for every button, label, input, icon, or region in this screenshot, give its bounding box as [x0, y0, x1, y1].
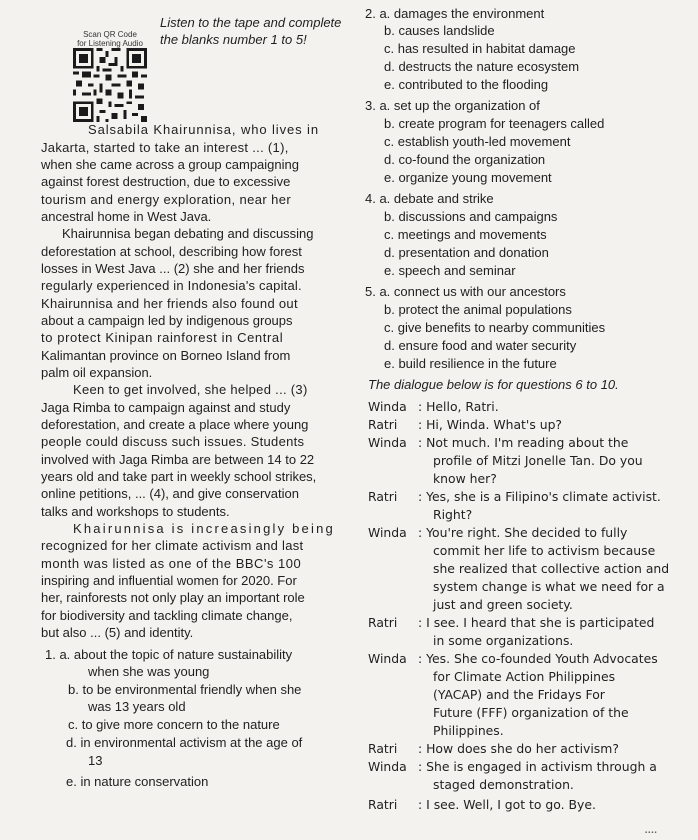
- passage-line: Khairunnisa began debating and discussing: [62, 226, 314, 241]
- dialogue-line: Philippines.: [433, 723, 504, 738]
- option-4a: 4. a. debate and strike: [365, 191, 494, 206]
- passage-line: Jakarta, started to take an interest ... (1),: [41, 140, 289, 155]
- option-2a: 2. a. damages the environment: [365, 6, 545, 21]
- passage-line: years old and take part in weekly school strikes,: [41, 469, 317, 484]
- passage-line: when she came across a group campaigning: [41, 157, 299, 172]
- passage-line: regularly experienced in Indonesia's capital.: [41, 278, 302, 293]
- dialogue-line: : Not much. I'm reading about the: [418, 435, 629, 450]
- speaker-name: Ratri: [368, 489, 398, 504]
- option-1c: c. to give more concern to the nature: [68, 717, 280, 732]
- dialogue-line: staged demonstration.: [433, 777, 574, 792]
- option-3c: c. establish youth-led movement: [384, 134, 571, 149]
- option-1e: e. in nature conservation: [66, 774, 209, 789]
- option-1a-cont: when she was young: [88, 664, 210, 679]
- dialogue-line: (YACAP) and the Fridays For: [433, 687, 605, 702]
- dialogue-line: for Climate Action Philippines: [433, 669, 616, 684]
- qr-label-line2: for Listening Audio: [77, 39, 143, 48]
- option-5c: c. give benefits to nearby communities: [384, 320, 606, 335]
- option-4d: d. presentation and donation: [384, 245, 549, 260]
- qr-label-line1: Scan QR Code: [83, 30, 137, 39]
- option-1d: d. in environmental activism at the age of: [66, 735, 303, 750]
- dialogue-line: profile of Mitzi Jonelle Tan. Do you: [433, 453, 643, 468]
- passage-line: recognized for her climate activism and last: [41, 538, 304, 553]
- passage-line: for biodiversity and tackling climate change,: [41, 608, 293, 623]
- passage-line: palm oil expansion.: [41, 365, 153, 380]
- qr-code-icon: [73, 48, 147, 122]
- passage-line: to protect Kinipan rainforest in Central: [41, 330, 284, 345]
- instruction-line2: the blanks number 1 to 5!: [160, 32, 307, 47]
- passage-line: Khairunnisa and her friends also found out: [41, 296, 298, 311]
- dialogue-line: : Hi, Winda. What's up?: [418, 417, 563, 432]
- dialogue-line: in some organizations.: [433, 633, 574, 648]
- speaker-name: Winda: [368, 651, 407, 666]
- dialogue-line: : How does she do her activism?: [418, 741, 619, 756]
- option-5d: d. ensure food and water security: [384, 338, 577, 353]
- dialogue-line: : I see. Well, I got to go. Bye.: [418, 797, 596, 812]
- passage-line: inspiring and influential women for 2020. For: [41, 573, 297, 588]
- option-3d: d. co-found the organization: [384, 152, 546, 167]
- speaker-name: Ratri: [368, 615, 398, 630]
- option-5a: 5. a. connect us with our ancestors: [365, 284, 566, 299]
- dialogue-line: : You're right. She decided to fully: [418, 525, 628, 540]
- dialogue-line: : Yes, she is a Filipino's climate activist.: [418, 489, 661, 504]
- option-4e: e. speech and seminar: [384, 263, 516, 278]
- option-5b: b. protect the animal populations: [384, 302, 572, 317]
- dialogue-line: : Yes. She co-founded Youth Advocates: [418, 651, 658, 666]
- dialogue-line: she realized that collective action and: [433, 561, 670, 576]
- passage-line: talks and workshops to students.: [41, 504, 230, 519]
- option-1b-cont: was 13 years old: [88, 699, 186, 714]
- passage-line: month was listed as one of the BBC's 100: [41, 556, 302, 571]
- passage-line: Keen to get involved, she helped ... (3): [73, 382, 308, 397]
- dialogue-line: Future (FFF) organization of the: [433, 705, 629, 720]
- speaker-name: Ratri: [368, 741, 398, 756]
- passage-line: her, rainforests not only play an important role: [41, 590, 305, 605]
- passage-line: involved with Jaga Rimba are between 14 to 22: [41, 452, 315, 467]
- passage-line: against forest destruction, due to excessive: [41, 174, 291, 189]
- dialogue-line: know her?: [433, 471, 497, 486]
- option-4c: c. meetings and movements: [384, 227, 547, 242]
- dialogue-line: Right?: [433, 507, 473, 522]
- passage-line: online petitions, ... (4), and give conservation: [41, 486, 299, 501]
- instruction-line1: Listen to the tape and complete: [160, 15, 342, 30]
- dialogue-line: commit her life to activism because: [433, 543, 656, 558]
- dialogue-line: : Hello, Ratri.: [418, 399, 499, 414]
- dialogue-line: : She is engaged in activism through a: [418, 759, 657, 774]
- passage-line: Salsabila Khairunnisa, who lives in: [88, 122, 319, 137]
- dialogue-intro: The dialogue below is for questions 6 to 10.: [368, 377, 619, 392]
- option-3e: e. organize young movement: [384, 170, 552, 185]
- speaker-name: Ratri: [368, 417, 398, 432]
- option-4b: b. discussions and campaigns: [384, 209, 558, 224]
- passage-line: but also ... (5) and identity.: [41, 625, 194, 640]
- option-1b: b. to be environmental friendly when she: [68, 682, 302, 697]
- passage-line: ancestral home in West Java.: [41, 209, 212, 224]
- option-5e: e. build resilience in the future: [384, 356, 557, 371]
- speaker-name: Winda: [368, 399, 407, 414]
- passage-line: people could discuss such issues. Students: [41, 434, 305, 449]
- speaker-name: Winda: [368, 759, 407, 774]
- dialogue-line: just and green society.: [433, 597, 573, 612]
- dialogue-line: : I see. I heard that she is participated: [418, 615, 655, 630]
- option-2b: b. causes landslide: [384, 23, 495, 38]
- passage-line: losses in West Java ... (2) she and her friends: [41, 261, 305, 276]
- option-3b: b. create program for teenagers called: [384, 116, 605, 131]
- option-2d: d. destructs the nature ecosystem: [384, 59, 580, 74]
- speaker-name: Winda: [368, 525, 407, 540]
- page-edge-marks: ▪▪▪▪: [645, 830, 658, 836]
- option-3a: 3. a. set up the organization of: [365, 98, 540, 113]
- option-1d-cont: 13: [88, 753, 103, 768]
- passage-line: deforestation, and create a place where young: [41, 417, 309, 432]
- passage-line: deforestation at school, describing how forest: [41, 244, 302, 259]
- speaker-name: Winda: [368, 435, 407, 450]
- passage-line: tourism and energy exploration, near her: [41, 192, 292, 207]
- option-2c: c. has resulted in habitat damage: [384, 41, 576, 56]
- passage-line: about a campaign led by indigenous groups: [41, 313, 293, 328]
- option-1a: 1. a. about the topic of nature sustainability: [45, 647, 293, 662]
- option-2e: e. contributed to the flooding: [384, 77, 549, 92]
- passage-line: Kalimantan province on Borneo Island from: [41, 348, 291, 363]
- dialogue-line: system change is what we need for a: [433, 579, 665, 594]
- passage-line: Khairunnisa is increasingly being: [73, 521, 335, 536]
- speaker-name: Ratri: [368, 797, 398, 812]
- passage-line: Jaga Rimba to campaign against and study: [41, 400, 291, 415]
